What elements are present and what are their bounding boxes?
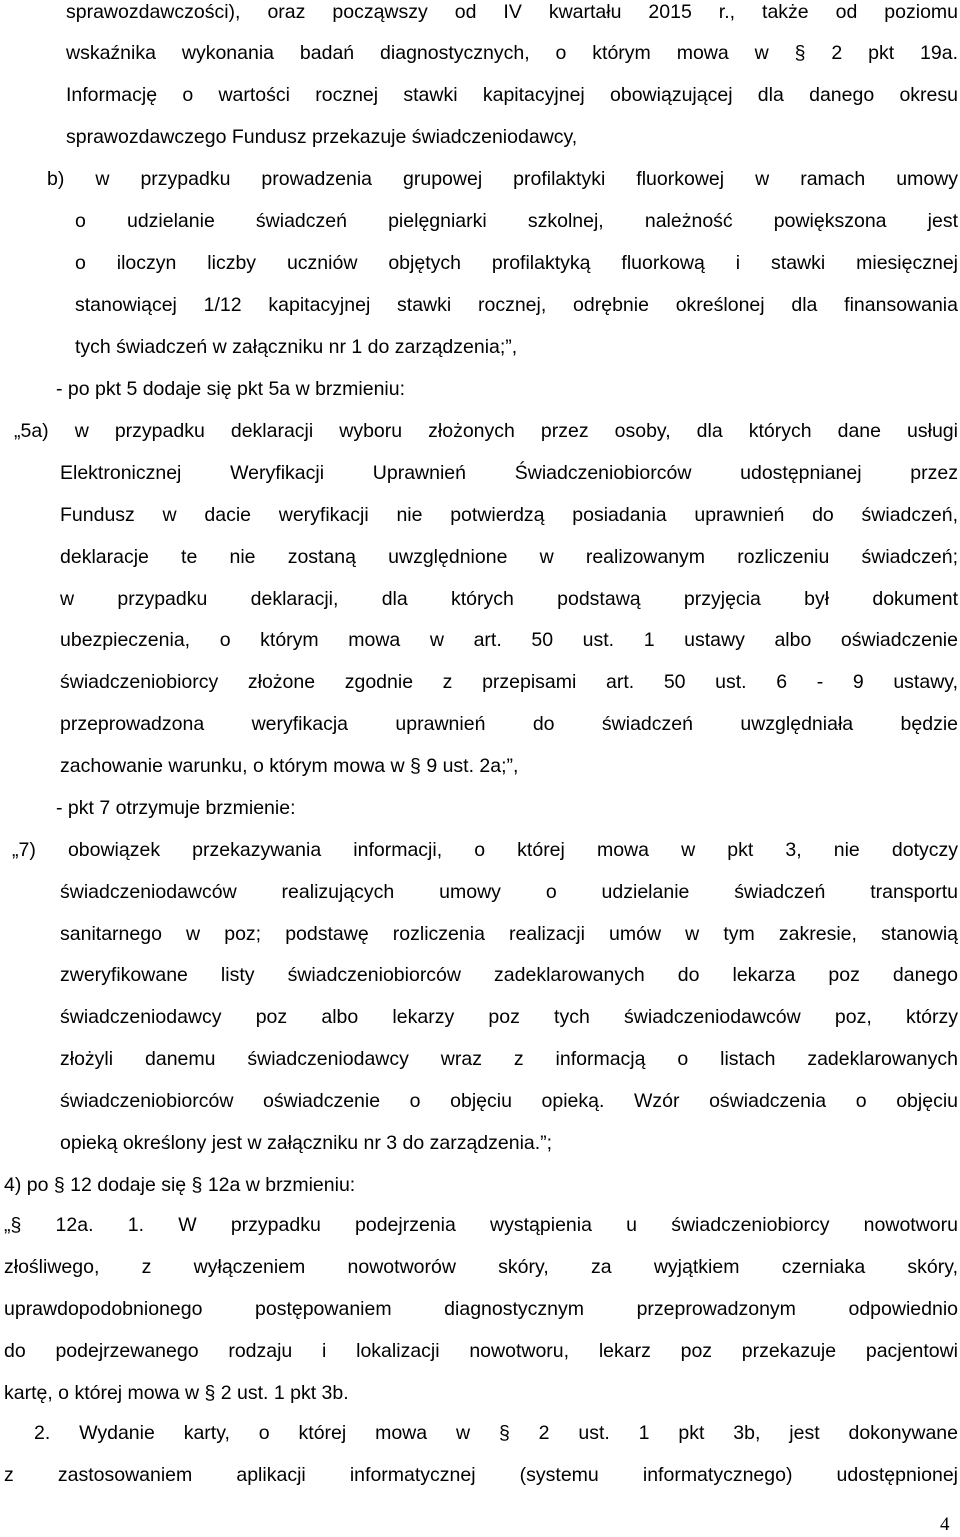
text-line xyxy=(4,1463,958,1487)
text-line-content: deklaracje te nie zostaną uwzględnione w realizowanym rozliczeniu świadczeń; xyxy=(60,546,958,568)
text-line-content: b) w przypadku prowadzenia grupowej profilaktyki fluorkowej w ramach umowy xyxy=(47,168,958,190)
text-line xyxy=(4,1173,960,1197)
text-line xyxy=(60,1131,960,1155)
text-line xyxy=(60,1005,958,1029)
text-line xyxy=(60,503,958,527)
text-line-content: złożyli danemu świadczeniodawcy wraz z informacją o listach zadeklarowanych xyxy=(60,1048,958,1070)
text-line xyxy=(75,335,960,359)
text-line xyxy=(60,963,958,987)
text-line-content: o iloczyn liczby uczniów objętych profilaktyką fluorkową i stawki miesięcznej xyxy=(75,252,958,274)
text-line xyxy=(4,1213,958,1237)
text-line-content: świadczeniodawcy poz albo lekarzy poz tych świadczeniodawców poz, którzy xyxy=(60,1006,958,1028)
text-line xyxy=(60,670,958,694)
text-line-content: Informację o wartości rocznej stawki kapitacyjnej obowiązującej dla danego okresu xyxy=(66,84,958,106)
text-line-content: zweryfikowane listy świadczeniobiorców zadeklarowanych do lekarza poz danego xyxy=(60,964,958,986)
text-line xyxy=(12,838,958,862)
text-line-content: „5a) w przypadku deklaracji wyboru złożonych przez osoby, dla których dane usługi xyxy=(14,420,958,442)
text-line xyxy=(75,251,958,275)
text-line xyxy=(34,1421,958,1445)
text-line xyxy=(75,209,958,233)
text-line-content: stanowiącej 1/12 kapitacyjnej stawki rocznej, odrębnie określonej dla finansowania xyxy=(75,294,958,316)
text-line xyxy=(75,293,958,317)
text-line xyxy=(60,628,958,652)
text-line-content: zachowanie warunku, o którym mowa w § 9 ust. 2a;”, xyxy=(60,755,519,777)
text-line-content: świadczeniobiorców oświadczenie o objęciu opieką. Wzór oświadczenia o objęciu xyxy=(60,1090,958,1112)
text-line-content: „§ 12a. 1. W przypadku podejrzenia wystąpienia u świadczeniobiorcy nowotworu xyxy=(4,1214,958,1236)
text-line xyxy=(60,1047,958,1071)
text-line-content: przeprowadzona weryfikacja uprawnień do świadczeń uwzględniała będzie xyxy=(60,713,958,735)
text-line-content: w przypadku deklaracji, dla których podstawą przyjęcia był dokument xyxy=(60,588,958,610)
text-line-content: Elektronicznej Weryfikacji Uprawnień Świadczeniobiorców udostępnianej przez xyxy=(60,462,958,484)
text-line xyxy=(56,796,960,820)
text-line xyxy=(4,1381,960,1405)
text-line-content: sanitarnego w poz; podstawę rozliczenia realizacji umów w tym zakresie, stanowią xyxy=(60,923,958,945)
page-number: 4 xyxy=(940,1514,950,1535)
text-line xyxy=(60,587,958,611)
text-line xyxy=(14,419,958,443)
text-line-content: „7) obowiązek przekazywania informacji, o której mowa w pkt 3, nie dotyczy xyxy=(12,839,958,861)
text-line-content: świadczeniobiorcy złożone zgodnie z przepisami art. 50 ust. 6 - 9 ustawy, xyxy=(60,671,958,693)
text-line xyxy=(60,712,958,736)
text-line xyxy=(60,545,958,569)
text-line xyxy=(56,377,960,401)
text-line xyxy=(66,0,958,24)
text-line xyxy=(4,1255,958,1279)
text-line-content: - po pkt 5 dodaje się pkt 5a w brzmieniu: xyxy=(56,378,406,400)
text-line xyxy=(66,83,958,107)
text-line-content: złośliwego, z wyłączeniem nowotworów skóry, za wyjątkiem czerniaka skóry, xyxy=(4,1256,958,1278)
text-line xyxy=(60,461,958,485)
text-line xyxy=(47,167,958,191)
text-line xyxy=(66,125,960,149)
text-line xyxy=(60,922,958,946)
text-line-content: Fundusz w dacie weryfikacji nie potwierdzą posiadania uprawnień do świadczeń, xyxy=(60,504,958,526)
text-line xyxy=(60,880,958,904)
text-line-content: wskaźnika wykonania badań diagnostycznych, o którym mowa w § 2 pkt 19a. xyxy=(66,42,958,64)
text-line-content: 2. Wydanie karty, o której mowa w § 2 ust. 1 pkt 3b, jest dokonywane xyxy=(34,1422,958,1444)
text-line-content: tych świadczeń w załączniku nr 1 do zarządzenia;”, xyxy=(75,336,518,358)
text-line-content: - pkt 7 otrzymuje brzmienie: xyxy=(56,797,296,819)
text-line-content: 4) po § 12 dodaje się § 12a w brzmieniu: xyxy=(4,1174,356,1196)
text-line-content: do podejrzewanego rodzaju i lokalizacji nowotworu, lekarz poz przekazuje pacjentowi xyxy=(4,1340,958,1362)
text-line-content: uprawdopodobnionego postępowaniem diagnostycznym przeprowadzonym odpowiednio xyxy=(4,1298,958,1320)
text-line-content: z zastosowaniem aplikacji informatycznej (systemu informatycznego) udostępnionej xyxy=(4,1464,958,1486)
text-line-content: o udzielanie świadczeń pielęgniarki szkolnej, należność powiększona jest xyxy=(75,210,958,232)
text-line-content: sprawozdawczego Fundusz przekazuje świadczeniodawcy, xyxy=(66,126,578,148)
text-line-content: sprawozdawczości), oraz począwszy od IV kwartału 2015 r., także od poziomu xyxy=(66,1,958,23)
text-line-content: kartę, o której mowa w § 2 ust. 1 pkt 3b. xyxy=(4,1382,349,1404)
text-line-content: świadczeniodawców realizujących umowy o udzielanie świadczeń transportu xyxy=(60,881,958,903)
text-line xyxy=(60,754,960,778)
text-line xyxy=(66,41,958,65)
text-line xyxy=(4,1339,958,1363)
text-line xyxy=(4,1297,958,1321)
text-line-content: ubezpieczenia, o którym mowa w art. 50 ust. 1 ustawy albo oświadczenie xyxy=(60,629,958,651)
text-line xyxy=(60,1089,958,1113)
text-line-content: opieką określony jest w załączniku nr 3 do zarządzenia.”; xyxy=(60,1132,553,1154)
